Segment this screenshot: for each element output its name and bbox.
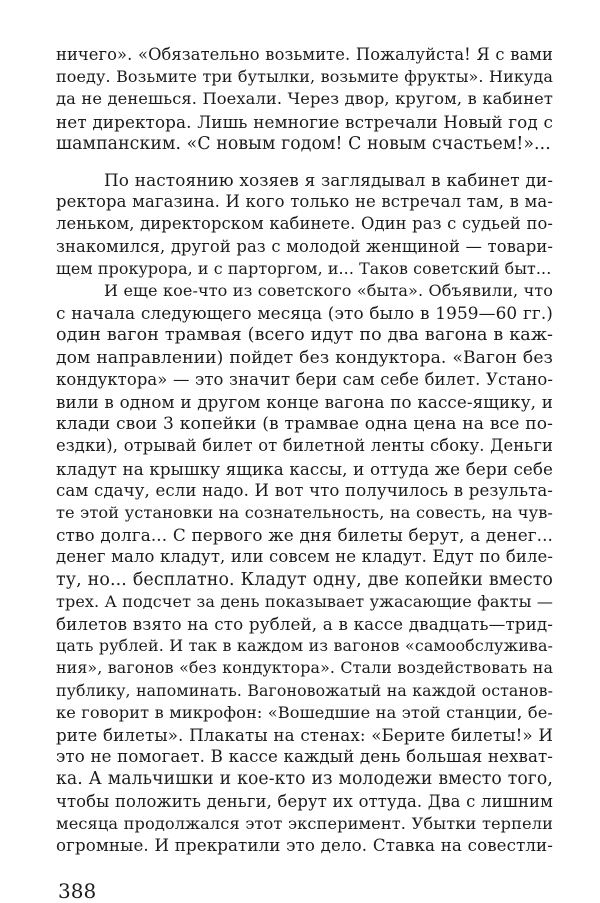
text-line: клади свои 3 копейки (в трамвае одна цена на все по- — [56, 414, 553, 434]
text-line: ту, но... бесплатно. Кладут одну, две копейки вместо — [56, 570, 553, 590]
text-line: поеду. Возьмите три бутылки, возьмите фрукты». Никуда — [56, 67, 553, 86]
text-line: один вагон трамвая (всего идут по два вагона в каж- — [56, 325, 553, 345]
text-line: публику, напоминать. Вагоновожатый на каждой останов- — [56, 681, 553, 700]
text-line: ство долга... С первого же дня билеты берут, а денег... — [56, 525, 553, 545]
text-line: те этой установки на сознательность, на совесть, на чув- — [56, 503, 553, 522]
text-line: огромные. И прекратили это дело. Ставка на совестли- — [56, 836, 553, 855]
text-line: шампанским. «С новым годом! С новым счастьем!»... — [56, 134, 551, 154]
text-line: ния», вагонов «без кондуктора». Стали воздействовать на — [56, 658, 553, 677]
text-line: кондуктора» — это значит бери сам себе билет. Устано- — [56, 370, 553, 389]
text-line: билетов взято на сто рублей, а в кассе двадцать—трид- — [56, 614, 553, 634]
text-line: нет директора. Лишь немногие встречали Новый год с — [56, 112, 553, 132]
text-line: знакомился, другой раз с молодой женщиной — товари- — [56, 237, 553, 256]
text-line: это не помогает. В кассе каждый день большая нехват- — [56, 747, 553, 766]
text-line: ректора магазина. И кого только не встречал там, в ма- — [56, 192, 553, 211]
text-line: чтобы положить деньги, берут их оттуда. Два с лишним — [56, 792, 553, 811]
text-line: вили в одном и другом конце вагона по кассе-ящику, и — [56, 392, 553, 412]
text-line: По настоянию хозяев я заглядывал в кабинет ди- — [104, 170, 553, 190]
text-line: трех. А подсчет за день показывает ужасающие факты — — [56, 592, 553, 611]
text-line: дом направлении) пойдет без кондуктора. «Вагон без — [56, 348, 553, 368]
text-line: ке говорит в микрофон: «Вошедшие на этой станции, бе- — [56, 703, 553, 722]
text-line: месяца продолжался этот эксперимент. Убытки терпели — [56, 814, 553, 833]
text-line: с начала следующего месяца (это было в 1959—60 гг.) — [56, 303, 553, 323]
text-line: кладут на крышку ящика кассы, и оттуда же бери себе — [56, 459, 553, 479]
page-number: 388 — [58, 879, 97, 903]
text-line: И еще кое-что из советского «быта». Объявили, что — [104, 281, 553, 300]
text-line: сам сдачу, если надо. И вот что получилось в результа- — [56, 481, 553, 500]
text-line: ка. А мальчишки и кое-кто из молодежи вместо того, — [56, 769, 553, 789]
text-line: леньком, директорском кабинете. Один раз с судьей по- — [56, 214, 553, 233]
text-line: рите билеты». Плакаты на стенах: «Берите билеты!» И — [56, 725, 553, 745]
text-line: денег мало кладут, или совсем не кладут. Едут по биле- — [56, 547, 553, 566]
text-line: цать рублей. И так в каждом из вагонов «самообслужива- — [56, 636, 553, 655]
text-line: да не денешься. Поехали. Через двор, кругом, в кабинет — [56, 89, 553, 108]
text-line: ездки), отрывай билет от билетной ленты сбоку. Деньги — [56, 436, 553, 455]
text-line: ничего». «Обязательно возьмите. Пожалуйста! Я с вами — [56, 45, 553, 64]
text-line: щем прокурора, и с парторгом, и... Таков советский быт... — [56, 259, 552, 278]
